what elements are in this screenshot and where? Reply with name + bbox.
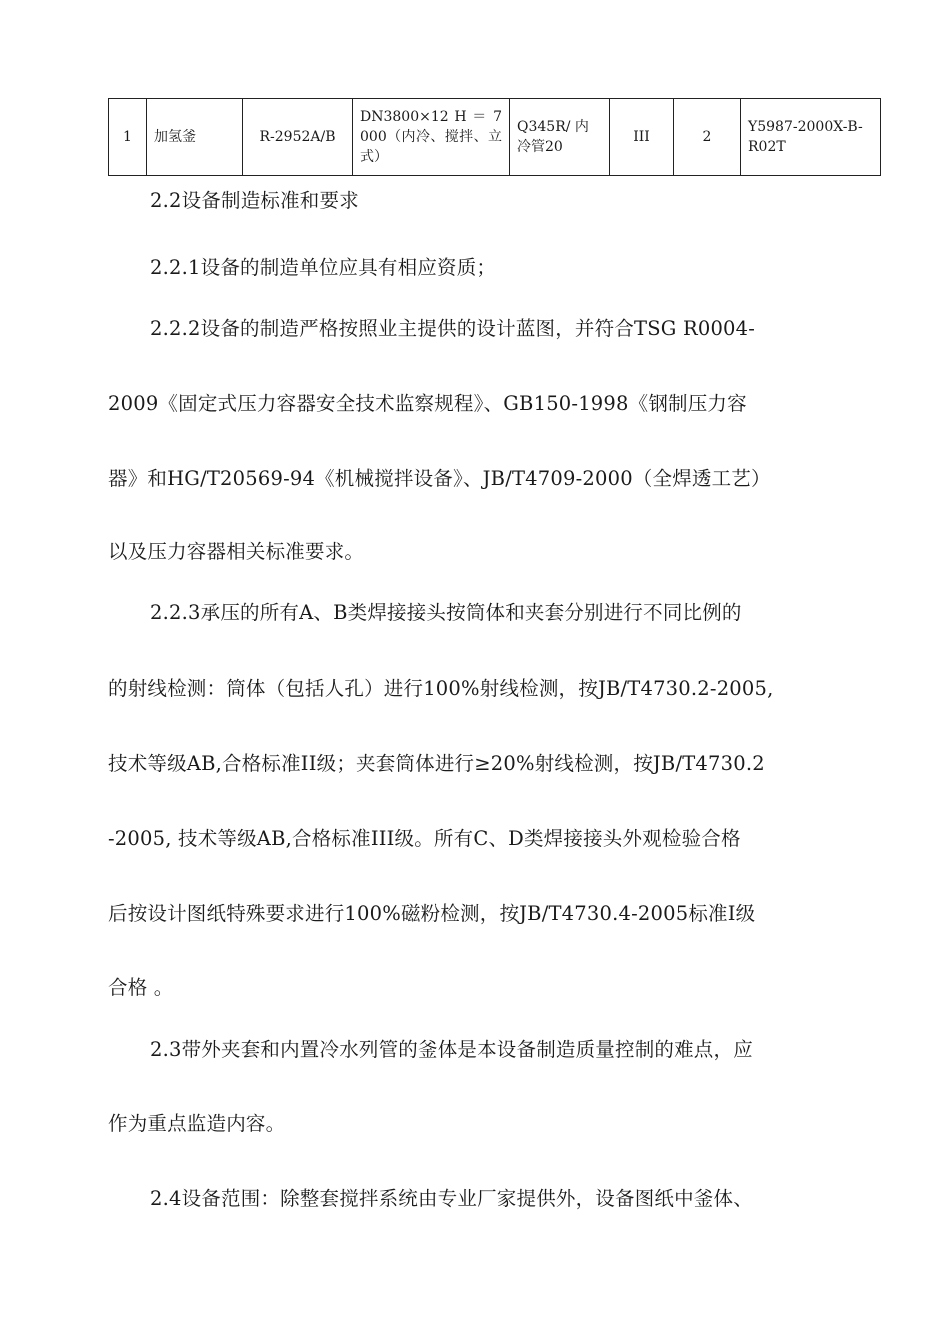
body-line: 2.2.3承压的所有A、B类焊接接头按筒体和夹套分别进行不同比例的 [150,601,742,624]
section-heading: 2.2设备制造标准和要求 [150,189,359,212]
body-line: 2.4设备范围：除整套搅拌系统由专业厂家提供外，设备图纸中釜体、 [150,1187,753,1210]
body-line: 2.2.2设备的制造严格按照业主提供的设计蓝图，并符合TSG R0004- [150,317,756,340]
body-line: 2009《固定式压力容器安全技术监察规程》、GB150-1998《钢制压力容 [108,392,747,415]
body-line: 2.2.1设备的制造单位应具有相应资质； [150,256,497,279]
body-line: 器》和HG/T20569-94《机械搅拌设备》、JB/T4709-2000（全焊透工艺） [108,467,771,490]
cell-tag: R-2952A/B [243,99,353,176]
equipment-table [108,98,881,176]
cell-drawing: Y5987-2000X-B-R02T [741,99,881,176]
cell-qty: 2 [674,99,741,176]
table-row [109,99,881,176]
cell-material: Q345R/ 内冷管20 [510,99,610,176]
cell-spec: DN3800×12 H ＝ 7000（内冷、搅拌、立式） [353,99,510,176]
body-line: 合格 。 [108,976,174,999]
body-line: 2.3带外夹套和内置冷水列管的釜体是本设备制造质量控制的难点，应 [150,1038,753,1061]
body-line: 作为重点监造内容。 [108,1112,286,1135]
cell-no: 1 [109,99,147,176]
body-line: -2005, 技术等级AB,合格标准III级。所有C、D类焊接接头外观检验合格 [108,827,741,850]
body-line: 技术等级AB,合格标准II级；夹套筒体进行≥20%射线检测，按JB/T4730.2 [108,752,765,775]
body-line: 的射线检测：筒体（包括人孔）进行100%射线检测，按JB/T4730.2-2005, [108,677,774,700]
body-line: 以及压力容器相关标准要求。 [108,540,365,563]
cell-class: III [610,99,674,176]
body-line: 后按设计图纸特殊要求进行100%磁粉检测，按JB/T4730.4-2005标准I级 [108,902,756,925]
cell-name: 加氢釜 [147,99,243,176]
